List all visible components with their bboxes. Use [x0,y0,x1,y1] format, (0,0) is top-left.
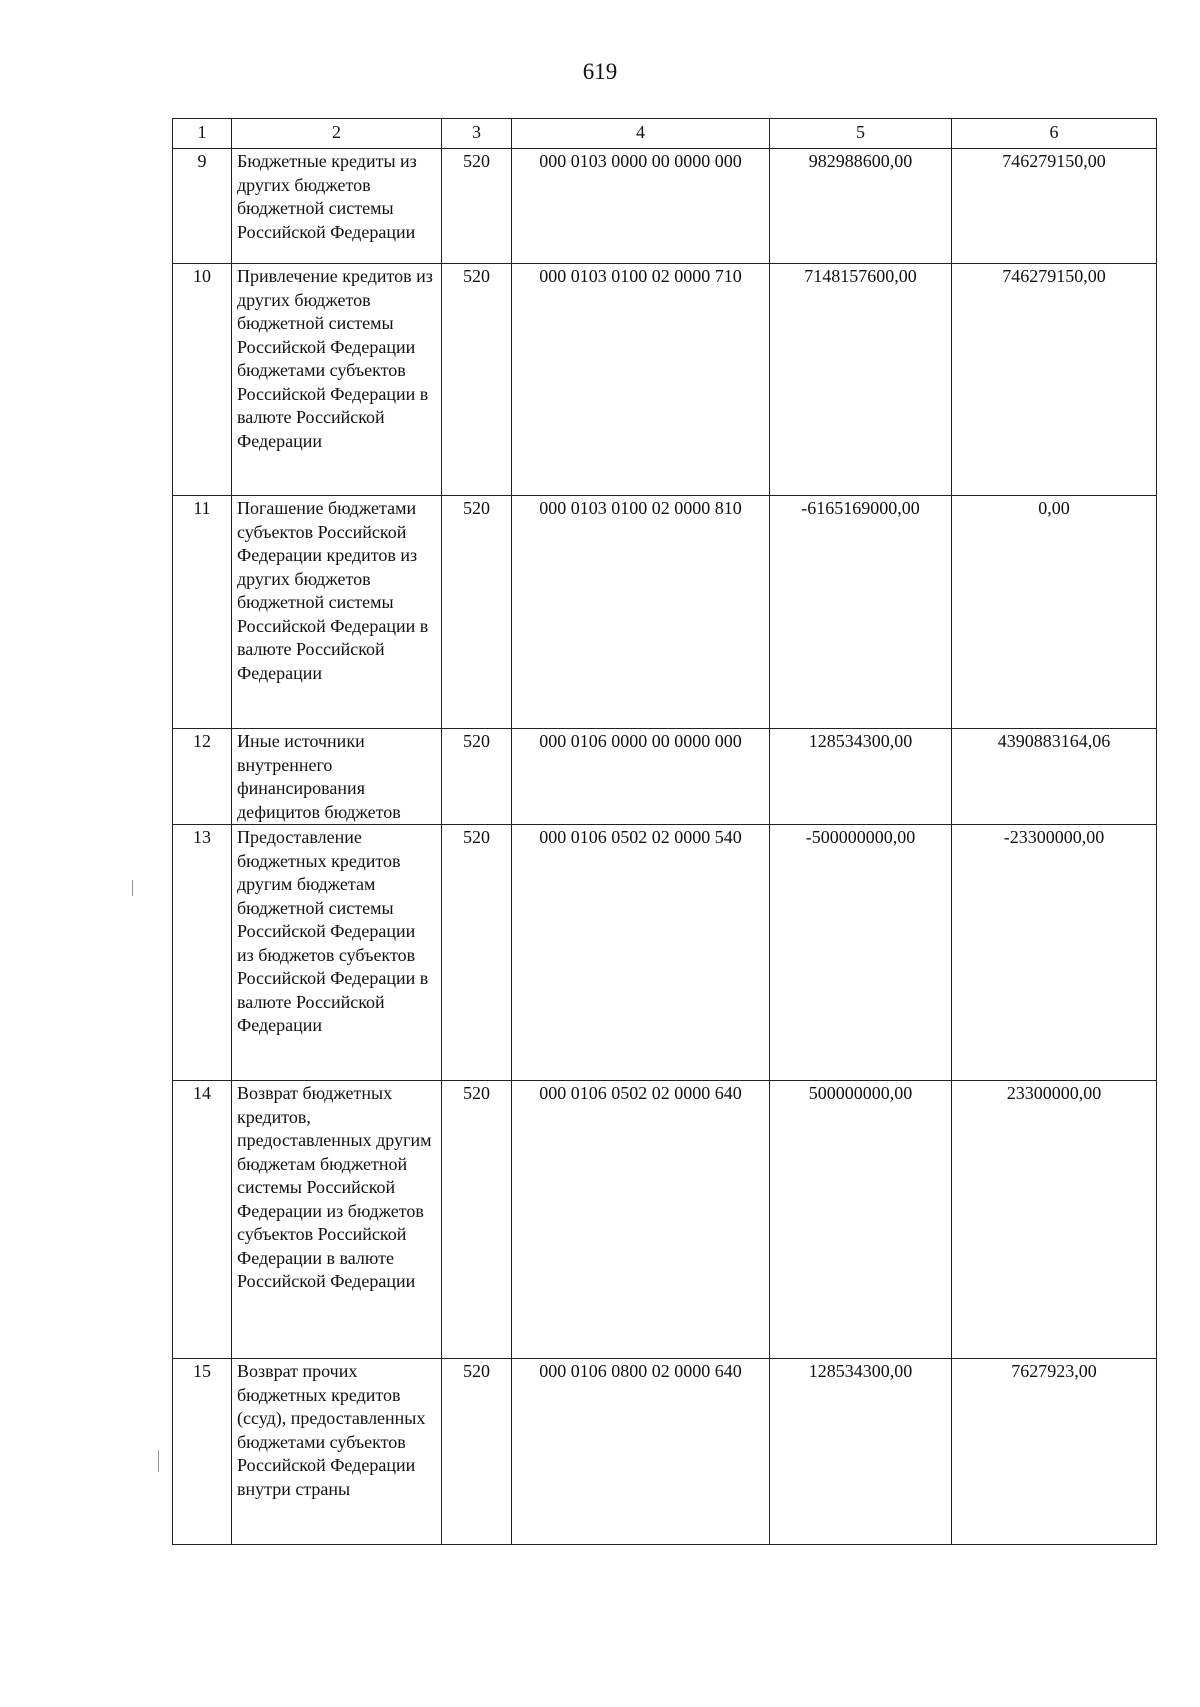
column-header-6: 6 [952,119,1157,149]
table-row [173,825,1157,1081]
row-code: 520 [442,825,512,1081]
row-name: Предоставление бюджетных кредитов другим бюджетам бюджетной системы Российской Федерации из бюджетов субъектов Российской Федерации в валюте Российской Федерации [232,825,442,1081]
row-classification-code: 000 0103 0100 02 0000 810 [512,496,770,729]
row-number: 12 [173,729,232,825]
table-row [173,149,1157,264]
table-row [173,1081,1157,1359]
row-amount-col5: -6165169000,00 [770,496,952,729]
row-classification-code: 000 0106 0502 02 0000 540 [512,825,770,1081]
row-number: 15 [173,1359,232,1545]
table-header-row [173,119,1157,149]
row-amount-col5: -500000000,00 [770,825,952,1081]
column-header-2: 2 [232,119,442,149]
row-amount-col6: 0,00 [952,496,1157,729]
row-number: 10 [173,264,232,496]
row-code: 520 [442,1081,512,1359]
row-code: 520 [442,264,512,496]
scan-margin-mark [158,1450,159,1472]
row-amount-col6: -23300000,00 [952,825,1157,1081]
column-header-4: 4 [512,119,770,149]
table-row [173,264,1157,496]
column-header-3: 3 [442,119,512,149]
scan-margin-mark [132,880,133,896]
row-name: Привлечение кредитов из других бюджетов бюджетной системы Российской Федерации бюджетами субъектов Российской Федерации в валюте Российской Федерации [232,264,442,496]
row-classification-code: 000 0106 0800 02 0000 640 [512,1359,770,1545]
row-amount-col5: 128534300,00 [770,1359,952,1545]
row-name: Бюджетные кредиты из других бюджетов бюджетной системы Российской Федерации [232,149,442,264]
row-number: 11 [173,496,232,729]
budget-sources-table [172,118,1157,1545]
page-number: 619 [582,59,618,84]
row-code: 520 [442,1359,512,1545]
row-amount-col6: 4390883164,06 [952,729,1157,825]
row-code: 520 [442,496,512,729]
row-name: Возврат прочих бюджетных кредитов (ссуд), предоставленных бюджетами субъектов Российской Федерации внутри страны [232,1359,442,1545]
row-number: 13 [173,825,232,1081]
row-classification-code: 000 0106 0000 00 0000 000 [512,729,770,825]
table-row [173,729,1157,825]
row-amount-col5: 982988600,00 [770,149,952,264]
row-amount-col6: 7627923,00 [952,1359,1157,1545]
row-number: 14 [173,1081,232,1359]
row-amount-col6: 746279150,00 [952,149,1157,264]
row-name: Возврат бюджетных кредитов, предоставленных другим бюджетам бюджетной системы Российской Федерации из бюджетов субъектов Российской Федерации в валюте Российской Федерации [232,1081,442,1359]
row-amount-col5: 7148157600,00 [770,264,952,496]
row-code: 520 [442,729,512,825]
column-header-1: 1 [173,119,232,149]
row-amount-col6: 23300000,00 [952,1081,1157,1359]
row-number: 9 [173,149,232,264]
row-code: 520 [442,149,512,264]
row-classification-code: 000 0103 0100 02 0000 710 [512,264,770,496]
table-row [173,1359,1157,1545]
column-header-5: 5 [770,119,952,149]
table-row [173,496,1157,729]
row-amount-col6: 746279150,00 [952,264,1157,496]
row-amount-col5: 500000000,00 [770,1081,952,1359]
row-name: Иные источники внутреннего финансирования дефицитов бюджетов [232,729,442,825]
row-amount-col5: 128534300,00 [770,729,952,825]
row-classification-code: 000 0106 0502 02 0000 640 [512,1081,770,1359]
row-name: Погашение бюджетами субъектов Российской Федерации кредитов из других бюджетов бюджетной системы Российской Федерации в валюте Российской Федерации [232,496,442,729]
row-classification-code: 000 0103 0000 00 0000 000 [512,149,770,264]
